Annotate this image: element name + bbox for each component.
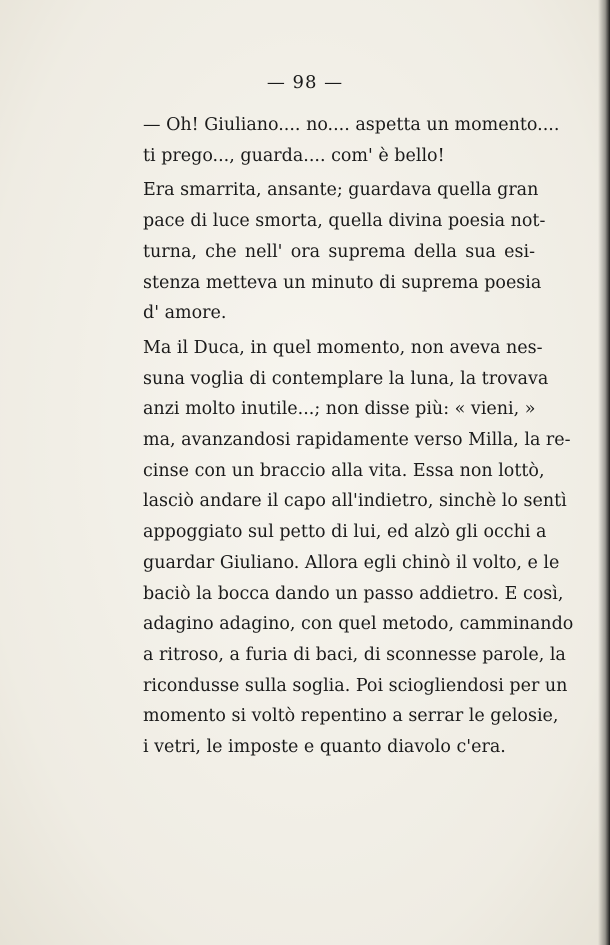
- text-line: d' amore.: [143, 303, 227, 324]
- text-line: guardar Giuliano. Allora egli chinò il volto, e le: [143, 552, 560, 573]
- text-line: ti prego..., guarda.... com' è bello!: [143, 145, 445, 166]
- body-text: [115, 110, 574, 763]
- text-line: appoggiato sul petto di lui, ed alzò gli occhi a: [143, 522, 547, 543]
- text-line: ricondusse sulla soglia. Poi sciogliendosi per un: [143, 675, 568, 696]
- text-line: adagino adagino, con quel metodo, camminando: [143, 614, 574, 635]
- text-line: turna, che nell' ora suprema della sua esi-: [143, 241, 535, 262]
- paragraph-1: [115, 110, 560, 171]
- page-edge-shadow: [598, 0, 610, 945]
- text-line: a ritroso, a furia di baci, di sconnesse parole, la: [143, 644, 566, 665]
- text-line: lasciò andare il capo all'indietro, sinchè lo sentì: [143, 491, 567, 512]
- text-line: — Oh! Giuliano.... no.... aspetta un momento....: [143, 115, 560, 135]
- text-line: baciò la bocca dando un passo addietro. E così,: [143, 583, 564, 604]
- text-line: stenza metteva un minuto di suprema poesia: [143, 272, 542, 293]
- text-line: pace di luce smorta, quella divina poesia not-: [143, 211, 546, 232]
- text-line: Ma il Duca, in quel momento, non aveva nes-: [143, 337, 543, 358]
- text-line: ma, avanzandosi rapidamente verso Milla, la re-: [143, 430, 571, 451]
- text-line: suna voglia di contemplare la luna, la trovava: [143, 368, 549, 389]
- paragraph-3: [115, 333, 574, 763]
- text-line: i vetri, le imposte e quanto diavolo c'era.: [143, 737, 506, 758]
- paragraph-2: [115, 175, 546, 329]
- text-line: anzi molto inutile...; non disse più: « vieni, »: [143, 399, 536, 420]
- text-line: momento si voltò repentino a serrar le gelosie,: [143, 706, 559, 727]
- text-line: Era smarrita, ansante; guardava quella gran: [143, 180, 539, 201]
- page-number: — 98 —: [266, 72, 344, 93]
- text-line: cinse con un braccio alla vita. Essa non lottò,: [143, 460, 545, 481]
